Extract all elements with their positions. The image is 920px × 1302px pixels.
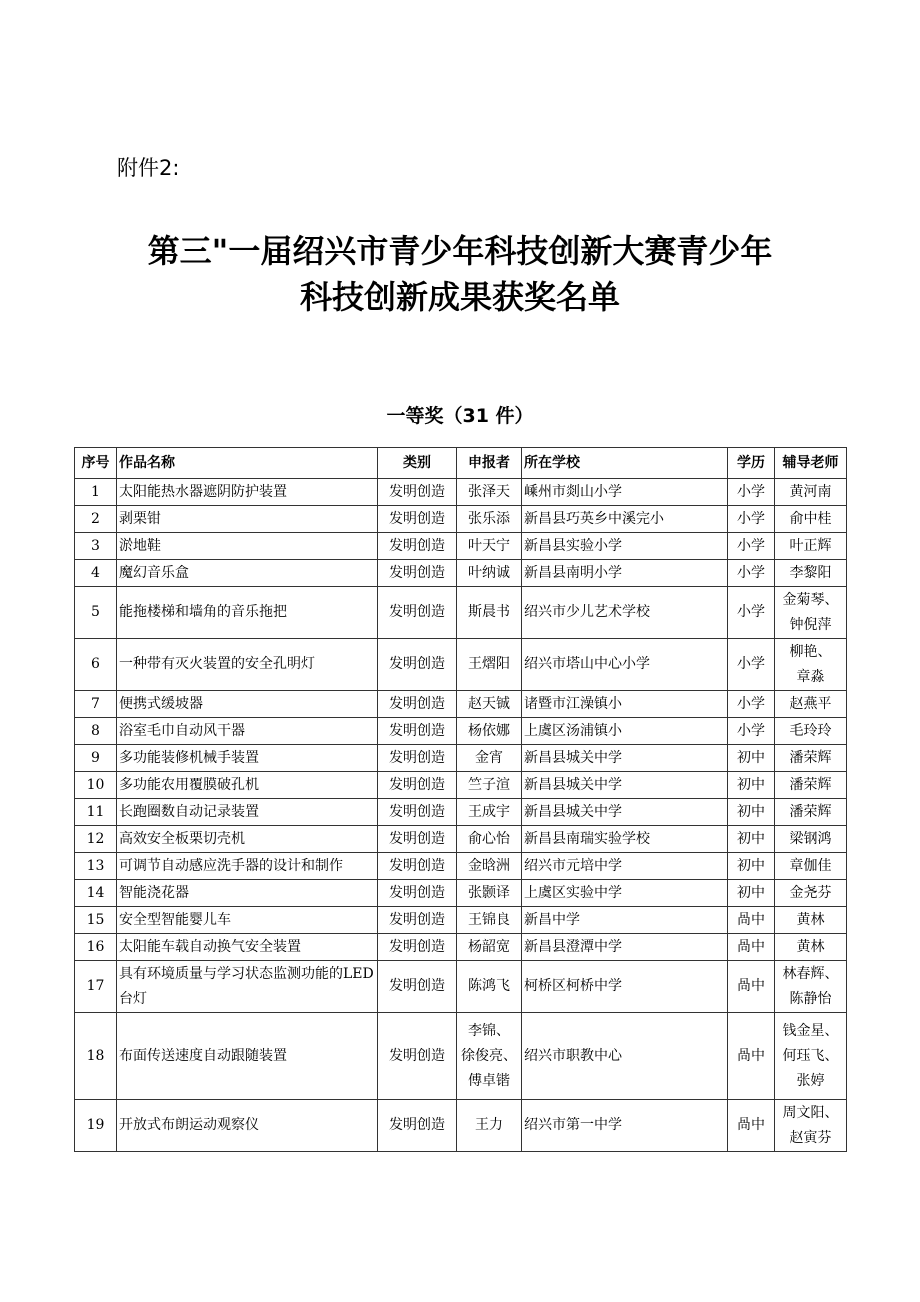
- cell-applicant: [457, 772, 522, 799]
- cell-level: 咼中: [728, 907, 775, 934]
- cell-applicant-line: 陈鸿飞: [468, 978, 510, 994]
- award-table: [74, 447, 847, 1152]
- cell-level: 初中: [728, 853, 775, 880]
- table-row: [75, 853, 847, 880]
- cell-applicant-line: 李锦、: [468, 1022, 510, 1039]
- cell-no: 19: [75, 1100, 117, 1152]
- cell-no: 3: [75, 533, 117, 560]
- cell-level: 小学: [728, 691, 775, 718]
- cell-no: 1: [75, 479, 117, 506]
- cell-teacher: [775, 880, 847, 907]
- cell-teacher: [775, 853, 847, 880]
- table-row: [75, 479, 847, 506]
- award-rows: [75, 479, 847, 1152]
- cell-category: 发明创造: [378, 880, 457, 907]
- cell-teacher: [775, 799, 847, 826]
- cell-applicant: [457, 533, 522, 560]
- cell-no: 14: [75, 880, 117, 907]
- cell-work: 魔幻音乐盒: [117, 560, 378, 587]
- cell-applicant-line: 叶纳诚: [468, 564, 510, 581]
- cell-applicant: [457, 1013, 522, 1100]
- cell-level: 初中: [728, 745, 775, 772]
- cell-school: 绍兴市塔山中心小学: [522, 639, 728, 691]
- header-level: 学历: [728, 448, 775, 479]
- cell-applicant: [457, 560, 522, 587]
- table-row: [75, 691, 847, 718]
- cell-applicant-line: 金晗洲: [468, 857, 510, 874]
- header-school: 所在学校: [522, 448, 728, 479]
- cell-level: 小学: [728, 587, 775, 639]
- cell-applicant-line: 竺子渲: [468, 776, 510, 793]
- cell-school: 上虞区实验中学: [522, 880, 728, 907]
- title-line-2: 科技创新成果获奖名单: [299, 278, 620, 316]
- cell-teacher-line: 叶正辉: [789, 537, 832, 554]
- cell-teacher-line: 柳艳、: [789, 643, 832, 660]
- cell-level: 初中: [728, 880, 775, 907]
- cell-school: 新昌县城关中学: [522, 745, 728, 772]
- cell-teacher-line: 钟倪萍: [789, 616, 832, 633]
- table-row: [75, 560, 847, 587]
- cell-applicant-line: 张颢译: [468, 884, 510, 901]
- cell-no: 4: [75, 560, 117, 587]
- cell-category: 发明创造: [378, 691, 457, 718]
- cell-teacher: [775, 639, 847, 691]
- cell-teacher: [775, 772, 847, 799]
- cell-applicant-line: 傅卓锴: [468, 1072, 510, 1089]
- cell-applicant-line: 金宵: [475, 749, 503, 766]
- cell-applicant: [457, 961, 522, 1013]
- header-no: 序号: [75, 448, 117, 479]
- header-work: 作品名称: [117, 448, 378, 479]
- cell-school: 绍兴市职教中心: [522, 1013, 728, 1100]
- cell-no: 17: [75, 961, 117, 1013]
- cell-teacher-line: 张婷: [796, 1072, 825, 1089]
- cell-category: 发明创造: [378, 533, 457, 560]
- cell-no: 6: [75, 639, 117, 691]
- cell-work: 剥栗钳: [117, 506, 378, 533]
- cell-no: 13: [75, 853, 117, 880]
- cell-work: 具有环境质量与学习状态监测功能的LED台灯: [117, 961, 378, 1013]
- cell-teacher: [775, 533, 847, 560]
- table-row: [75, 880, 847, 907]
- cell-work: 智能浇花器: [117, 880, 378, 907]
- cell-school: 绍兴市第一中学: [522, 1100, 728, 1152]
- cell-school: 新昌县澄潭中学: [522, 934, 728, 961]
- cell-category: 发明创造: [378, 718, 457, 745]
- cell-school: 嵊州市剡山小学: [522, 479, 728, 506]
- cell-teacher-line: 金菊琴、: [782, 591, 839, 608]
- cell-no: 11: [75, 799, 117, 826]
- cell-teacher-line: 周文阳、: [782, 1104, 839, 1121]
- header-teacher: 辅导老师: [775, 448, 847, 479]
- cell-applicant: [457, 853, 522, 880]
- cell-applicant: [457, 506, 522, 533]
- cell-applicant: [457, 907, 522, 934]
- cell-applicant-line: 王成宇: [468, 803, 510, 820]
- cell-category: 发明创造: [378, 506, 457, 533]
- cell-teacher: [775, 479, 847, 506]
- cell-teacher-line: 赵寅芬: [789, 1129, 832, 1146]
- cell-teacher-line: 潘荣辉: [789, 776, 832, 793]
- cell-teacher: [775, 560, 847, 587]
- cell-applicant-line: 王锦良: [468, 911, 510, 928]
- cell-teacher: [775, 745, 847, 772]
- cell-category: 发明创造: [378, 639, 457, 691]
- cell-applicant: [457, 826, 522, 853]
- table-row: [75, 961, 847, 1013]
- cell-category: 发明创造: [378, 1013, 457, 1100]
- cell-teacher-line: 潘荣辉: [789, 803, 832, 820]
- cell-level: 初中: [728, 772, 775, 799]
- cell-level: 小学: [728, 479, 775, 506]
- cell-teacher: [775, 587, 847, 639]
- cell-work: 一种带有灭火装置的安全孔明灯: [117, 639, 378, 691]
- cell-applicant-line: 赵天铖: [468, 695, 510, 712]
- cell-applicant-line: 杨依娜: [468, 722, 510, 739]
- cell-school: 新昌县南明小学: [522, 560, 728, 587]
- cell-school: 新昌县南瑞实验学校: [522, 826, 728, 853]
- attachment-label: 附件2:: [117, 156, 180, 180]
- cell-school: 诸暨市江澡镇小: [522, 691, 728, 718]
- table-row: [75, 934, 847, 961]
- cell-teacher-line: 潘荣辉: [789, 749, 832, 766]
- cell-teacher: [775, 907, 847, 934]
- cell-work: 太阳能车载自动换气安全装置: [117, 934, 378, 961]
- table-row: [75, 745, 847, 772]
- cell-level: 初中: [728, 799, 775, 826]
- cell-applicant-line: 叶天宁: [468, 537, 510, 554]
- cell-level: 小学: [728, 506, 775, 533]
- cell-school: 绍兴市少儿艺术学校: [522, 587, 728, 639]
- cell-level: 咼中: [728, 961, 775, 1013]
- cell-level: 小学: [728, 639, 775, 691]
- cell-no: 9: [75, 745, 117, 772]
- cell-teacher-line: 章淼: [796, 668, 825, 685]
- cell-applicant-line: 王熠阳: [468, 656, 510, 672]
- cell-teacher-line: 陈静怡: [789, 990, 832, 1007]
- cell-category: 发明创造: [378, 745, 457, 772]
- cell-school: 绍兴市元培中学: [522, 853, 728, 880]
- cell-applicant: [457, 745, 522, 772]
- cell-category: 发明创造: [378, 587, 457, 639]
- cell-no: 15: [75, 907, 117, 934]
- cell-work: 高效安全板栗切壳机: [117, 826, 378, 853]
- cell-level: 咼中: [728, 1013, 775, 1100]
- cell-work: 能拖楼梯和墙角的音乐拖把: [117, 587, 378, 639]
- cell-teacher: [775, 691, 847, 718]
- cell-applicant: [457, 799, 522, 826]
- cell-category: 发明创造: [378, 907, 457, 934]
- cell-teacher-line: 梁钢鸿: [789, 830, 832, 847]
- cell-teacher-line: 黄林: [796, 911, 825, 928]
- cell-category: 发明创造: [378, 826, 457, 853]
- cell-work: 浴室毛巾自动风干器: [117, 718, 378, 745]
- cell-work: 多功能农用覆膜破孔机: [117, 772, 378, 799]
- table-row: [75, 1013, 847, 1100]
- cell-teacher-line: 何珏飞、: [782, 1047, 839, 1064]
- cell-school: 新昌中学: [522, 907, 728, 934]
- cell-teacher: [775, 1100, 847, 1152]
- cell-level: 小学: [728, 718, 775, 745]
- cell-applicant-line: 俞心怡: [468, 830, 510, 847]
- cell-teacher-line: 章伽佳: [789, 857, 832, 874]
- cell-category: 发明创造: [378, 479, 457, 506]
- table-row: [75, 718, 847, 745]
- cell-work: 布面传送速度自动跟随装置: [117, 1013, 378, 1100]
- cell-applicant: [457, 1100, 522, 1152]
- section-title: 一等奖（31 件）: [386, 405, 534, 427]
- cell-teacher: [775, 1013, 847, 1100]
- cell-no: 7: [75, 691, 117, 718]
- table-row: [75, 799, 847, 826]
- table-row: [75, 639, 847, 691]
- cell-teacher: [775, 826, 847, 853]
- cell-category: 发明创造: [378, 853, 457, 880]
- cell-applicant: [457, 691, 522, 718]
- cell-applicant: [457, 639, 522, 691]
- table-header-row: [75, 448, 847, 479]
- cell-teacher-line: 黄河南: [789, 483, 832, 500]
- cell-work: 安全型智能婴儿车: [117, 907, 378, 934]
- cell-school: 新昌县巧英乡中溪完小: [522, 506, 728, 533]
- cell-teacher: [775, 961, 847, 1013]
- cell-school: 新昌县城关中学: [522, 799, 728, 826]
- table-row: [75, 826, 847, 853]
- document-title: [0, 228, 920, 320]
- table-row: [75, 907, 847, 934]
- cell-work: 太阳能热水器遮阴防护装置: [117, 479, 378, 506]
- cell-applicant: [457, 479, 522, 506]
- cell-work: 可调节自动感应洗手器的设计和制作: [117, 853, 378, 880]
- title-line-1: 第三"一届绍兴市青少年科技创新大赛青少年: [147, 232, 773, 270]
- cell-no: 16: [75, 934, 117, 961]
- cell-applicant-line: 张泽天: [468, 483, 510, 500]
- cell-no: 8: [75, 718, 117, 745]
- cell-school: 柯桥区柯桥中学: [522, 961, 728, 1013]
- cell-teacher-line: 林春辉、: [782, 965, 839, 982]
- cell-category: 发明创造: [378, 560, 457, 587]
- cell-category: 发明创造: [378, 799, 457, 826]
- table-row: [75, 506, 847, 533]
- cell-work: 开放式布朗运动观察仪: [117, 1100, 378, 1152]
- cell-work: 便携式缓坡器: [117, 691, 378, 718]
- cell-level: 小学: [728, 533, 775, 560]
- cell-category: 发明创造: [378, 961, 457, 1013]
- cell-applicant: [457, 587, 522, 639]
- cell-level: 咼中: [728, 934, 775, 961]
- cell-school: 新昌县城关中学: [522, 772, 728, 799]
- cell-no: 5: [75, 587, 117, 639]
- cell-level: 小学: [728, 560, 775, 587]
- cell-applicant-line: 斯晨书: [468, 604, 510, 620]
- cell-category: 发明创造: [378, 772, 457, 799]
- table-row: [75, 587, 847, 639]
- cell-applicant: [457, 718, 522, 745]
- cell-work: 淤地鞋: [117, 533, 378, 560]
- cell-teacher: [775, 934, 847, 961]
- cell-teacher-line: 钱金星、: [782, 1022, 839, 1039]
- cell-category: 发明创造: [378, 1100, 457, 1152]
- cell-applicant-line: 徐俊亮、: [461, 1047, 517, 1064]
- cell-teacher-line: 赵燕平: [789, 695, 832, 712]
- table-row: [75, 1100, 847, 1152]
- cell-applicant-line: 张乐添: [468, 510, 510, 527]
- cell-school: 新昌县实验小学: [522, 533, 728, 560]
- cell-teacher: [775, 506, 847, 533]
- cell-teacher-line: 毛玲玲: [789, 722, 832, 739]
- cell-work: 多功能装修机械手装置: [117, 745, 378, 772]
- cell-applicant-line: 杨韶宽: [468, 938, 510, 955]
- cell-teacher-line: 李黎阳: [789, 564, 832, 581]
- header-applicant: 申报者: [457, 448, 522, 479]
- cell-teacher-line: 金尧芬: [789, 884, 832, 901]
- cell-work: 长跑圈数自动记录装置: [117, 799, 378, 826]
- cell-level: 初中: [728, 826, 775, 853]
- cell-applicant-line: 王力: [475, 1117, 503, 1133]
- table-row: [75, 772, 847, 799]
- cell-category: 发明创造: [378, 934, 457, 961]
- cell-teacher-line: 俞中桂: [789, 510, 832, 527]
- cell-teacher: [775, 718, 847, 745]
- cell-no: 12: [75, 826, 117, 853]
- cell-level: 咼中: [728, 1100, 775, 1152]
- cell-no: 18: [75, 1013, 117, 1100]
- header-category: 类别: [378, 448, 457, 479]
- cell-no: 2: [75, 506, 117, 533]
- cell-no: 10: [75, 772, 117, 799]
- cell-applicant: [457, 934, 522, 961]
- cell-school: 上虞区汤浦镇小: [522, 718, 728, 745]
- cell-teacher-line: 黄林: [796, 938, 825, 955]
- table-row: [75, 533, 847, 560]
- cell-applicant: [457, 880, 522, 907]
